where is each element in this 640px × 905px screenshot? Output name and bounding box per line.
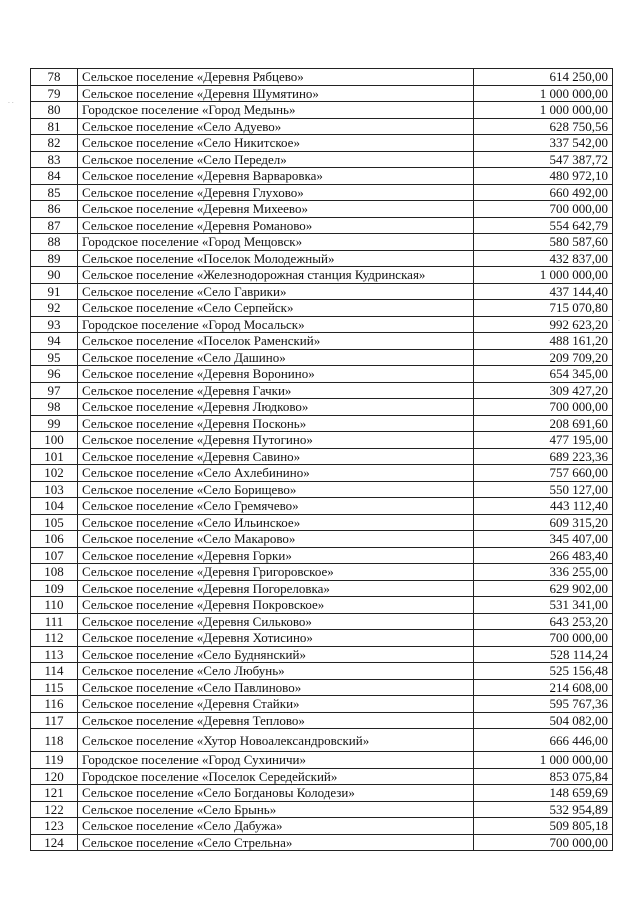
row-number: 106 — [31, 531, 78, 548]
amount: 757 660,00 — [474, 465, 613, 482]
settlement-name: Сельское поселение «Село Ильинское» — [78, 514, 474, 531]
table-row — [31, 712, 613, 729]
settlement-name: Сельское поселение «Деревня Теплово» — [78, 712, 474, 729]
amount: 1 000 000,00 — [474, 85, 613, 102]
table-row — [31, 630, 613, 647]
row-number: 81 — [31, 118, 78, 135]
table-row — [31, 531, 613, 548]
amount: 700 000,00 — [474, 399, 613, 416]
settlement-name: Сельское поселение «Деревня Сильково» — [78, 613, 474, 630]
table-body — [31, 69, 613, 851]
amount: 554 642,79 — [474, 217, 613, 234]
row-number: 83 — [31, 151, 78, 168]
amount: 345 407,00 — [474, 531, 613, 548]
settlement-name: Сельское поселение «Село Богдановы Колодези» — [78, 785, 474, 802]
amount: 628 750,56 — [474, 118, 613, 135]
row-number: 124 — [31, 834, 78, 851]
settlement-name: Городское поселение «Город Мещовск» — [78, 234, 474, 251]
amount: 208 691,60 — [474, 415, 613, 432]
settlement-name: Сельское поселение «Деревня Рябцево» — [78, 69, 474, 86]
amount: 550 127,00 — [474, 481, 613, 498]
amount: 532 954,89 — [474, 801, 613, 818]
settlement-name: Сельское поселение «Село Никитское» — [78, 135, 474, 152]
row-number: 100 — [31, 432, 78, 449]
table-row — [31, 366, 613, 383]
table-row — [31, 135, 613, 152]
amount: 148 659,69 — [474, 785, 613, 802]
settlement-name: Сельское поселение «Деревня Посконь» — [78, 415, 474, 432]
amount: 654 345,00 — [474, 366, 613, 383]
amount: 488 161,20 — [474, 333, 613, 350]
row-number: 90 — [31, 267, 78, 284]
settlement-name: Сельское поселение «Село Гаврики» — [78, 283, 474, 300]
settlement-name: Сельское поселение «Село Ахлебинино» — [78, 465, 474, 482]
table-row — [31, 415, 613, 432]
row-number: 93 — [31, 316, 78, 333]
amount: 715 070,80 — [474, 300, 613, 317]
row-number: 80 — [31, 102, 78, 119]
amount: 443 112,40 — [474, 498, 613, 515]
amount: 595 767,36 — [474, 696, 613, 713]
amount: 509 805,18 — [474, 818, 613, 835]
settlement-name: Сельское поселение «Деревня Путогино» — [78, 432, 474, 449]
row-number: 113 — [31, 646, 78, 663]
table-row — [31, 481, 613, 498]
table-row — [31, 102, 613, 119]
table-row — [31, 834, 613, 851]
table-row — [31, 85, 613, 102]
amount: 580 587,60 — [474, 234, 613, 251]
settlement-name: Городское поселение «Город Сухиничи» — [78, 752, 474, 769]
row-number: 108 — [31, 564, 78, 581]
amount: 525 156,48 — [474, 663, 613, 680]
settlement-name: Сельское поселение «Село Дашино» — [78, 349, 474, 366]
amount: 629 902,00 — [474, 580, 613, 597]
table-row — [31, 432, 613, 449]
table-row — [31, 448, 613, 465]
row-number: 122 — [31, 801, 78, 818]
scan-speck: · — [618, 318, 620, 325]
table-row — [31, 785, 613, 802]
table-row — [31, 564, 613, 581]
settlement-name: Сельское поселение «Село Макарово» — [78, 531, 474, 548]
settlement-name: Сельское поселение «Деревня Покровское» — [78, 597, 474, 614]
amount: 531 341,00 — [474, 597, 613, 614]
settlement-name: Сельское поселение «Село Борищево» — [78, 481, 474, 498]
settlement-name: Сельское поселение «Село Гремячево» — [78, 498, 474, 515]
amount: 666 446,00 — [474, 729, 613, 752]
table-row — [31, 217, 613, 234]
table-row — [31, 118, 613, 135]
table-row — [31, 465, 613, 482]
amount: 700 000,00 — [474, 201, 613, 218]
settlement-name: Сельское поселение «Деревня Гачки» — [78, 382, 474, 399]
table-row — [31, 316, 613, 333]
settlement-name: Городское поселение «Город Медынь» — [78, 102, 474, 119]
amount: 437 144,40 — [474, 283, 613, 300]
row-number: 94 — [31, 333, 78, 350]
row-number: 88 — [31, 234, 78, 251]
settlement-name: Сельское поселение «Поселок Раменский» — [78, 333, 474, 350]
amount: 853 075,84 — [474, 768, 613, 785]
amount: 1 000 000,00 — [474, 102, 613, 119]
row-number: 110 — [31, 597, 78, 614]
amount: 614 250,00 — [474, 69, 613, 86]
amount: 337 542,00 — [474, 135, 613, 152]
settlement-name: Сельское поселение «Деревня Варваровка» — [78, 168, 474, 185]
settlement-name: Сельское поселение «Деревня Хотисино» — [78, 630, 474, 647]
row-number: 103 — [31, 481, 78, 498]
settlement-name: Городское поселение «Город Мосальск» — [78, 316, 474, 333]
settlement-name: Сельское поселение «Хутор Новоалександровский» — [78, 729, 474, 752]
table-row — [31, 663, 613, 680]
row-number: 97 — [31, 382, 78, 399]
table-row — [31, 801, 613, 818]
settlement-name: Сельское поселение «Село Брынь» — [78, 801, 474, 818]
settlement-name: Сельское поселение «Деревня Михеево» — [78, 201, 474, 218]
table-row — [31, 283, 613, 300]
amount: 1 000 000,00 — [474, 752, 613, 769]
settlement-name: Сельское поселение «Деревня Людково» — [78, 399, 474, 416]
settlement-name: Сельское поселение «Село Передел» — [78, 151, 474, 168]
table-row — [31, 382, 613, 399]
row-number: 95 — [31, 349, 78, 366]
row-number: 78 — [31, 69, 78, 86]
settlement-name: Сельское поселение «Деревня Романово» — [78, 217, 474, 234]
row-number: 105 — [31, 514, 78, 531]
row-number: 109 — [31, 580, 78, 597]
settlement-name: Сельское поселение «Деревня Погореловка» — [78, 580, 474, 597]
row-number: 96 — [31, 366, 78, 383]
row-number: 118 — [31, 729, 78, 752]
table-row — [31, 514, 613, 531]
row-number: 120 — [31, 768, 78, 785]
row-number: 87 — [31, 217, 78, 234]
table-row — [31, 234, 613, 251]
table-row — [31, 69, 613, 86]
table-row — [31, 696, 613, 713]
row-number: 89 — [31, 250, 78, 267]
row-number: 115 — [31, 679, 78, 696]
table-row — [31, 333, 613, 350]
amount: 432 837,00 — [474, 250, 613, 267]
amount: 266 483,40 — [474, 547, 613, 564]
amount: 992 623,20 — [474, 316, 613, 333]
settlement-name: Сельское поселение «Деревня Глухово» — [78, 184, 474, 201]
row-number: 82 — [31, 135, 78, 152]
settlement-name: Сельское поселение «Село Любунь» — [78, 663, 474, 680]
row-number: 99 — [31, 415, 78, 432]
amount: 547 387,72 — [474, 151, 613, 168]
settlement-name: Сельское поселение «Село Адуево» — [78, 118, 474, 135]
table-row — [31, 679, 613, 696]
table-row — [31, 184, 613, 201]
row-number: 117 — [31, 712, 78, 729]
row-number: 104 — [31, 498, 78, 515]
row-number: 107 — [31, 547, 78, 564]
amount: 504 082,00 — [474, 712, 613, 729]
row-number: 102 — [31, 465, 78, 482]
table-row — [31, 752, 613, 769]
amount: 660 492,00 — [474, 184, 613, 201]
settlement-name: Сельское поселение «Железнодорожная станция Кудринская» — [78, 267, 474, 284]
row-number: 79 — [31, 85, 78, 102]
row-number: 114 — [31, 663, 78, 680]
amount: 1 000 000,00 — [474, 267, 613, 284]
row-number: 91 — [31, 283, 78, 300]
row-number: 101 — [31, 448, 78, 465]
row-number: 85 — [31, 184, 78, 201]
row-number: 116 — [31, 696, 78, 713]
table-row — [31, 300, 613, 317]
table-row — [31, 250, 613, 267]
amount: 336 255,00 — [474, 564, 613, 581]
settlement-name: Сельское поселение «Деревня Савино» — [78, 448, 474, 465]
table-row — [31, 646, 613, 663]
settlement-name: Сельское поселение «Деревня Стайки» — [78, 696, 474, 713]
row-number: 92 — [31, 300, 78, 317]
table-row — [31, 597, 613, 614]
settlement-name: Сельское поселение «Село Павлиново» — [78, 679, 474, 696]
table-row — [31, 547, 613, 564]
settlement-name: Сельское поселение «Деревня Горки» — [78, 547, 474, 564]
amount: 643 253,20 — [474, 613, 613, 630]
amount: 689 223,36 — [474, 448, 613, 465]
table-row — [31, 267, 613, 284]
amount: 477 195,00 — [474, 432, 613, 449]
table-row — [31, 580, 613, 597]
table-row — [31, 201, 613, 218]
row-number: 84 — [31, 168, 78, 185]
settlement-name: Сельское поселение «Деревня Воронино» — [78, 366, 474, 383]
settlement-name: Сельское поселение «Село Серпейск» — [78, 300, 474, 317]
row-number: 121 — [31, 785, 78, 802]
amount: 609 315,20 — [474, 514, 613, 531]
settlement-name: Сельское поселение «Село Буднянский» — [78, 646, 474, 663]
settlements-table — [30, 68, 613, 851]
table-row — [31, 168, 613, 185]
amount: 214 608,00 — [474, 679, 613, 696]
amount: 309 427,20 — [474, 382, 613, 399]
table-row — [31, 399, 613, 416]
row-number: 111 — [31, 613, 78, 630]
settlement-name: Сельское поселение «Село Дабужа» — [78, 818, 474, 835]
amount: 700 000,00 — [474, 630, 613, 647]
row-number: 123 — [31, 818, 78, 835]
row-number: 98 — [31, 399, 78, 416]
scan-speck: · · — [8, 100, 14, 107]
table-row — [31, 498, 613, 515]
row-number: 86 — [31, 201, 78, 218]
table-row — [31, 729, 613, 752]
amount: 209 709,20 — [474, 349, 613, 366]
amount: 528 114,24 — [474, 646, 613, 663]
table-row — [31, 151, 613, 168]
table-row — [31, 768, 613, 785]
settlement-name: Городское поселение «Поселок Середейский» — [78, 768, 474, 785]
amount: 700 000,00 — [474, 834, 613, 851]
settlement-name: Сельское поселение «Поселок Молодежный» — [78, 250, 474, 267]
row-number: 112 — [31, 630, 78, 647]
table-row — [31, 613, 613, 630]
settlement-name: Сельское поселение «Деревня Шумятино» — [78, 85, 474, 102]
settlement-name: Сельское поселение «Деревня Григоровское» — [78, 564, 474, 581]
amount: 480 972,10 — [474, 168, 613, 185]
settlement-name: Сельское поселение «Село Стрельна» — [78, 834, 474, 851]
row-number: 119 — [31, 752, 78, 769]
table-row — [31, 349, 613, 366]
table-row — [31, 818, 613, 835]
